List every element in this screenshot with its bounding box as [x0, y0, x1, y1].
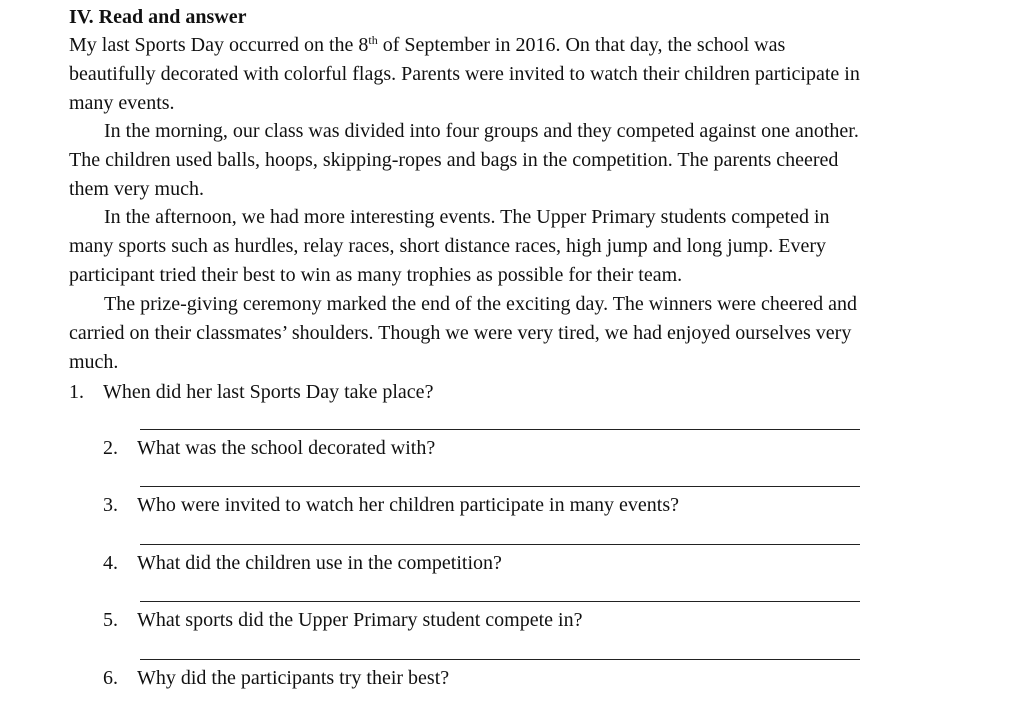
passage-paragraph-4 — [69, 290, 959, 376]
passage-paragraph-3 — [69, 203, 959, 289]
question-4 — [103, 551, 502, 575]
passage-text: of September in 2016. On that day, the school was — [377, 34, 786, 56]
passage-line: many sports such as hurdles, relay races, short distance races, high jump and long jump. Every — [69, 234, 827, 257]
section-title: IV. Read and answer — [69, 6, 247, 28]
passage-paragraph-1 — [69, 31, 959, 117]
passage-paragraph-2 — [69, 117, 959, 203]
question-number: 6. — [103, 667, 118, 689]
question-number: 5. — [103, 609, 118, 631]
question-2 — [103, 436, 435, 460]
question-text: Who were invited to watch her children participate in many events? — [137, 494, 680, 516]
question-number: 3. — [103, 494, 118, 516]
passage-line: many events. — [69, 91, 175, 114]
answer-line-5[interactable] — [140, 659, 860, 660]
answer-line-3[interactable] — [140, 544, 860, 545]
question-text: What sports did the Upper Primary student compete in? — [137, 609, 583, 631]
ordinal-suffix: th — [368, 33, 378, 47]
question-number: 1. — [69, 381, 84, 403]
passage-line: carried on their classmates’ shoulders. Though we were very tired, we had enjoyed ourselves very — [69, 321, 852, 344]
answer-line-4[interactable] — [140, 601, 860, 602]
question-6 — [103, 666, 449, 690]
question-text: When did her last Sports Day take place? — [103, 381, 434, 403]
question-1 — [69, 380, 433, 404]
question-3 — [103, 493, 679, 517]
passage-line: In the afternoon, we had more interesting events. The Upper Primary students competed in — [104, 206, 830, 228]
passage-line: The prize-giving ceremony marked the end of the exciting day. The winners were cheered and — [104, 293, 858, 315]
passage-line: In the morning, our class was divided into four groups and they competed against one another. — [104, 120, 859, 142]
question-text: What did the children use in the competition? — [137, 552, 502, 574]
question-text: What was the school decorated with? — [137, 437, 436, 459]
question-5 — [103, 608, 582, 632]
question-text: Why did the participants try their best? — [137, 667, 450, 689]
passage-line — [69, 31, 959, 60]
passage-line: participant tried their best to win as many trophies as possible for their team. — [69, 263, 683, 286]
passage-line: beautifully decorated with colorful flags. Parents were invited to watch their children participate in — [69, 62, 860, 85]
question-number: 4. — [103, 552, 118, 574]
answer-line-1[interactable] — [140, 429, 860, 430]
passage-line: The children used balls, hoops, skipping-ropes and bags in the competition. The parents cheered — [69, 148, 839, 171]
passage-text: My last Sports Day occurred on the 8 — [69, 34, 369, 56]
answer-line-2[interactable] — [140, 486, 860, 487]
question-number: 2. — [103, 437, 118, 459]
passage-line: them very much. — [69, 177, 204, 200]
passage-line: much. — [69, 350, 119, 373]
